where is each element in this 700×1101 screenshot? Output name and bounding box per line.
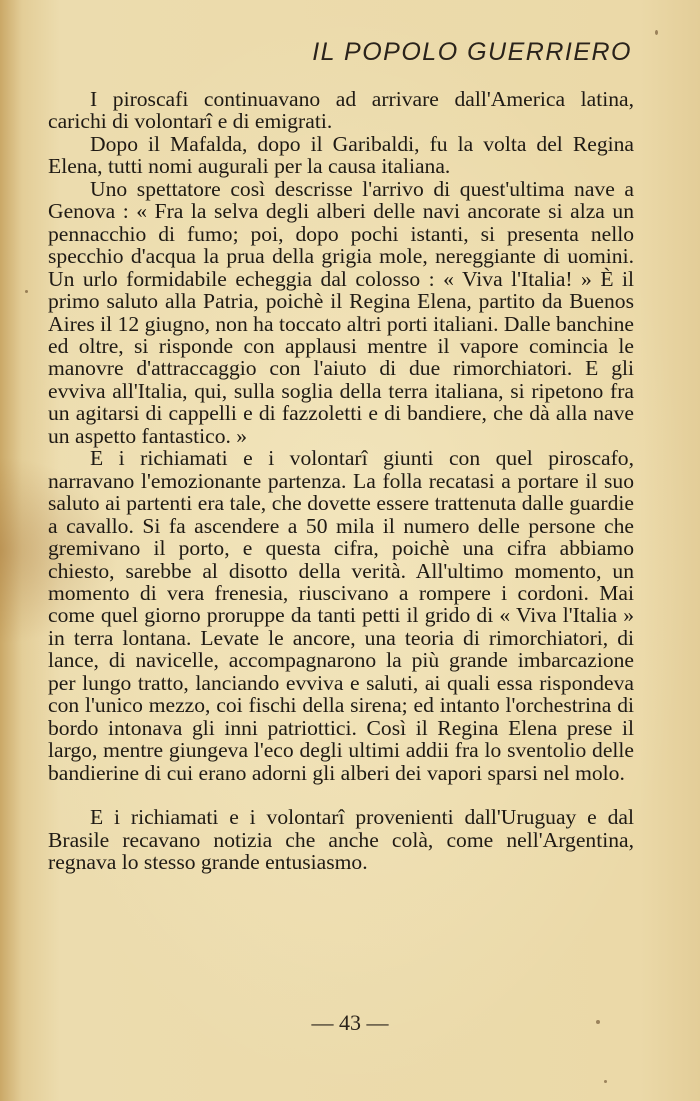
paragraph: Dopo il Mafalda, dopo il Garibaldi, fu la volta del Regina Elena, tutti nomi augurali per la causa italiana. <box>48 131 634 179</box>
paper-speck <box>25 290 28 293</box>
paragraph: Uno spettatore così descrisse l'arrivo di quest'ultima nave a Genova : « Fra la selva degli alberi delle navi ancorate si alza un pennacchio di fumo; poi, dopo pochi istanti, si presenta nello specchio d'acqua la prua della grigia mole, nereggiante di uomini. Un urlo formidabile echeggia dal colosso : « Viva l'Italia! » È il primo saluto alla Patria, poichè il Regina Elena, partito da Buenos Aires il 12 giugno, non ha toccato altri porti italiani. Dalle banchine ed oltre, si risponde con applausi mentre il vapore comincia le manovre d'attraccaggio con l'aiuto di due rimorchiatori. E gli evviva all'Italia, qui, sulla soglia della terra italiana, si ripetono fra un agitarsi di cappelli e di fazzoletti e di bandiere, che dà alla nave un aspetto fantastico. » <box>48 176 634 448</box>
paragraph: E i richiamati e i volontarî provenienti dall'Uruguay e dal Brasile recavano notizia che anche colà, come nell'Argentina, regnava lo stesso grande entusiasmo. <box>48 805 634 874</box>
body-text <box>48 88 634 873</box>
paper-speck <box>596 1020 600 1024</box>
paragraph: E i richiamati e i volontarî giunti con quel piroscafo, narravano l'emozionante partenza. La folla recatasi a portare il suo saluto ai partenti era tale, che dovette essere trattenuta dalle guardie a cavallo. Si fa ascendere a 50 mila il numero delle persone che gremivano il porto, e questa cifra, poichè una cifra abbiamo chiesto, sarebbe al disotto della verità. All'ultimo momento, un momento di vera frenesia, riuscivano a rompere i cordoni. Mai come quel giorno proruppe da tanti petti il grido di « Viva l'Italia » in terra lontana. Levate le ancore, una teoria di rimorchiatori, di lance, di navicelle, accompagnarono la più grande imbarcazione per lungo tratto, lanciando evviva e saluti, ai quali essa rispondeva con l'unico mezzo, coi fischi della sirena; ed intanto l'orchestrina di bordo intonava gli inni patriottici. Così il Regina Elena prese il largo, mentre giungeva l'eco degli ultimi addii fra lo sventolio delle bandierine di cui erano adorni gli alberi dei vapori sparsi nel molo. <box>48 446 634 785</box>
running-head-title: IL POPOLO GUERRIERO <box>312 38 632 66</box>
paragraph: I piroscafi continuavano ad arrivare dall'America latina, carichi di volontarî e di emigrati. <box>48 87 634 134</box>
paper-speck <box>655 30 658 35</box>
page-number: — 43 — <box>311 1010 389 1035</box>
paper-speck <box>604 1080 607 1083</box>
